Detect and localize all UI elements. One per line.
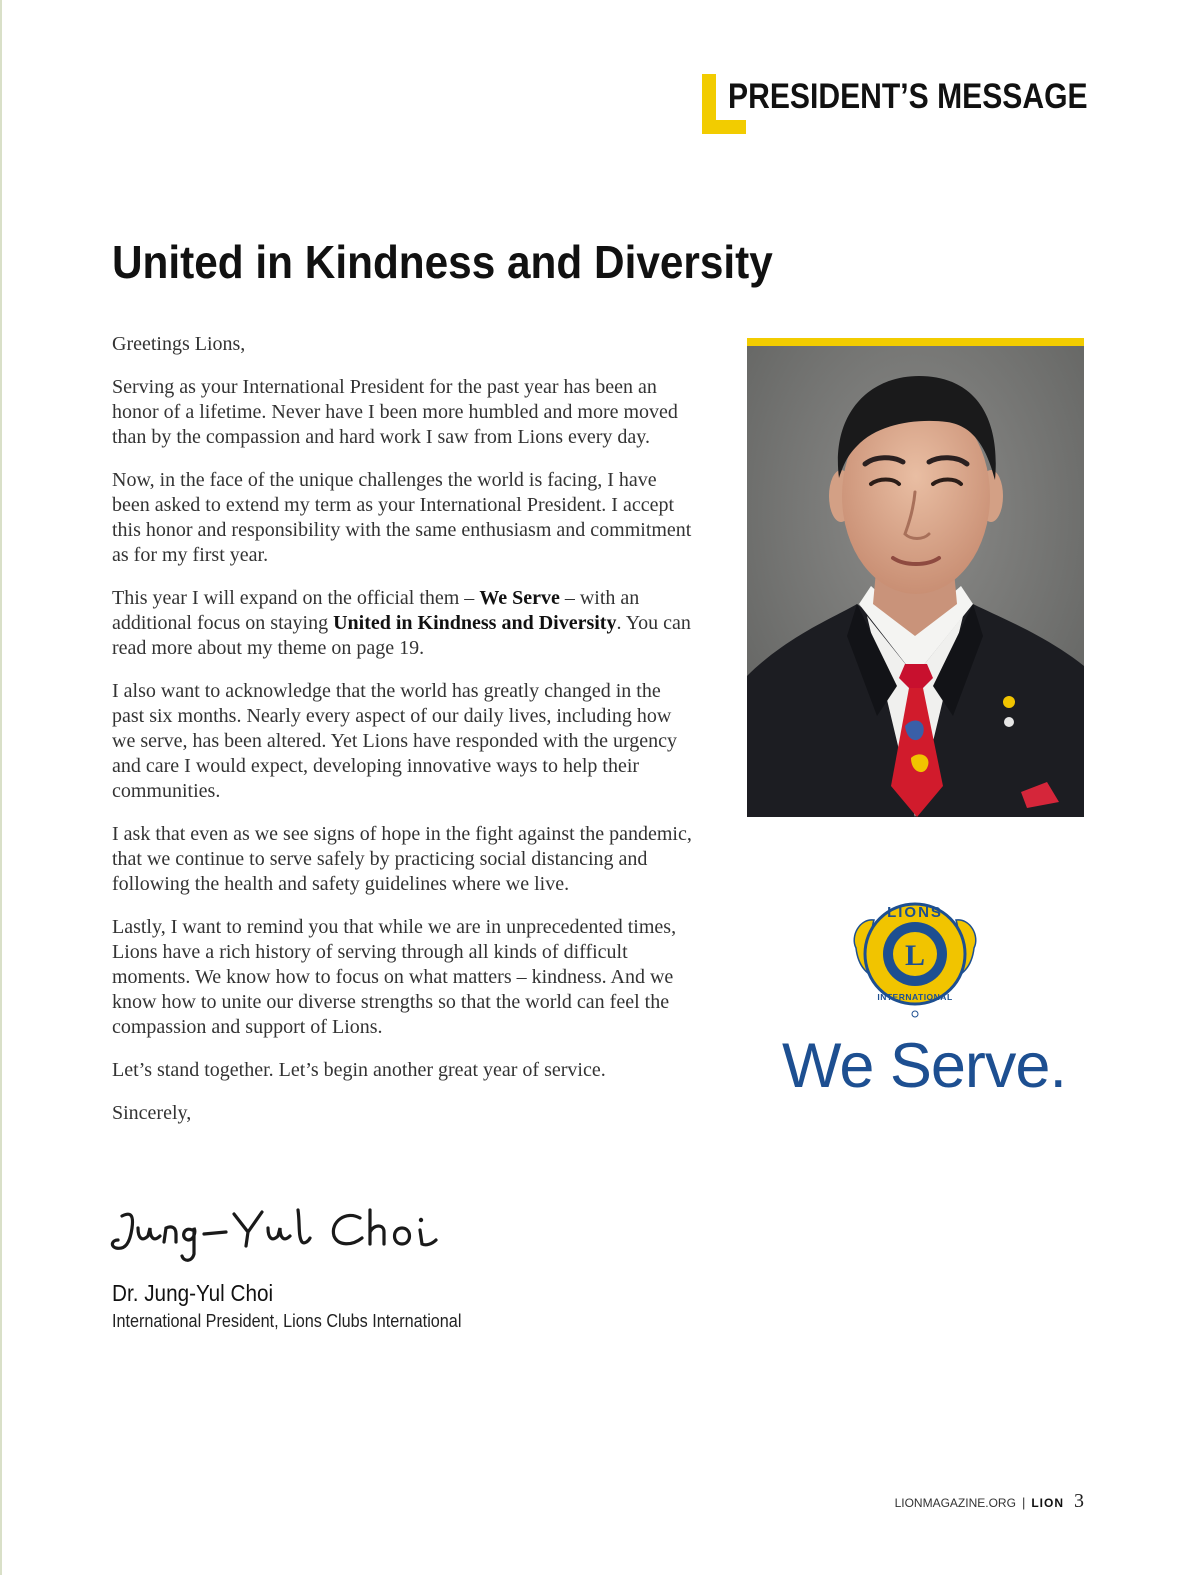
logo-top-text: LIONS xyxy=(887,904,943,921)
signer-name: Dr. Jung-Yul Choi xyxy=(112,1280,274,1306)
paragraph-2: Now, in the face of the unique challenges the world is facing, I have been asked to extend my term as your International President. I accept this honor and responsibility with the same enthusiasm and commitment as for my first year. xyxy=(112,469,692,566)
paragraph-3-part-e: . You can read more about my theme on page 19. xyxy=(112,612,691,659)
closing: Sincerely, xyxy=(112,1102,192,1124)
paragraph-6: Lastly, I want to remind you that while we are in unprecedented times, Lions have a rich history of serving through all kinds of difficult moments. We know how to focus on what matters – kindness. And we know how to unite our diverse strengths so that the world can feel the compassion and support of Lions. xyxy=(112,916,677,1038)
article-title: United in Kindness and Diversity xyxy=(112,236,773,288)
paragraph-3 xyxy=(112,586,692,661)
letter-body xyxy=(112,332,692,1144)
signature xyxy=(108,1198,468,1268)
paragraph-3-theme: United in Kindness and Diversity xyxy=(333,612,617,634)
greeting: Greetings Lions, xyxy=(112,333,246,355)
section-tag-label: PRESIDENT’S MESSAGE xyxy=(728,77,1088,116)
paragraph-1: Serving as your International President for the past year has been an honor of a lifetime. Never have I been more humbled and more moved than by the compassion and hard work I saw from Lions every day. xyxy=(112,376,678,448)
footer-site-link[interactable]: LIONMAGAZINE.ORG xyxy=(894,1496,1016,1510)
footer-separator: | xyxy=(1021,1495,1026,1510)
paragraph-7: Let’s stand together. Let’s begin another great year of service. xyxy=(112,1059,606,1081)
logo-letter: L xyxy=(904,939,926,972)
paragraph-4: I also want to acknowledge that the world has greatly changed in the past six months. Nearly every aspect of our daily lives, including how we serve, has been altered. Yet Lions have responded with the urgency and care I would expect, developing innovative ways to help their communities. xyxy=(112,680,678,802)
portrait-frame xyxy=(747,338,1084,817)
logo-bottom-text: INTERNATIONAL xyxy=(877,992,953,1002)
motto: We Serve. xyxy=(782,1031,1066,1101)
section-tag xyxy=(702,74,1102,134)
page-footer xyxy=(895,1490,1084,1513)
section-tag-bar-horizontal xyxy=(702,120,746,134)
portrait-photo xyxy=(747,346,1084,817)
paragraph-5: I ask that even as we see signs of hope in the fight against the pandemic, that we continue to serve safely by practicing social distancing and following the health and safety guidelines where we live. xyxy=(112,823,692,895)
lions-international-logo xyxy=(850,896,980,1020)
signer-title: International President, Lions Clubs International xyxy=(112,1311,462,1331)
portrait-accent-bar xyxy=(747,338,1084,346)
paragraph-3-part-a: This year I will expand on the official them – xyxy=(112,587,480,609)
page-edge-line xyxy=(0,0,2,1575)
footer-magazine-name: LION xyxy=(1031,1496,1064,1510)
paragraph-3-we-serve: We Serve xyxy=(479,587,560,609)
paragraph-3-part-c: – with an additional focus on staying xyxy=(112,587,640,634)
page-number: 3 xyxy=(1074,1490,1084,1512)
